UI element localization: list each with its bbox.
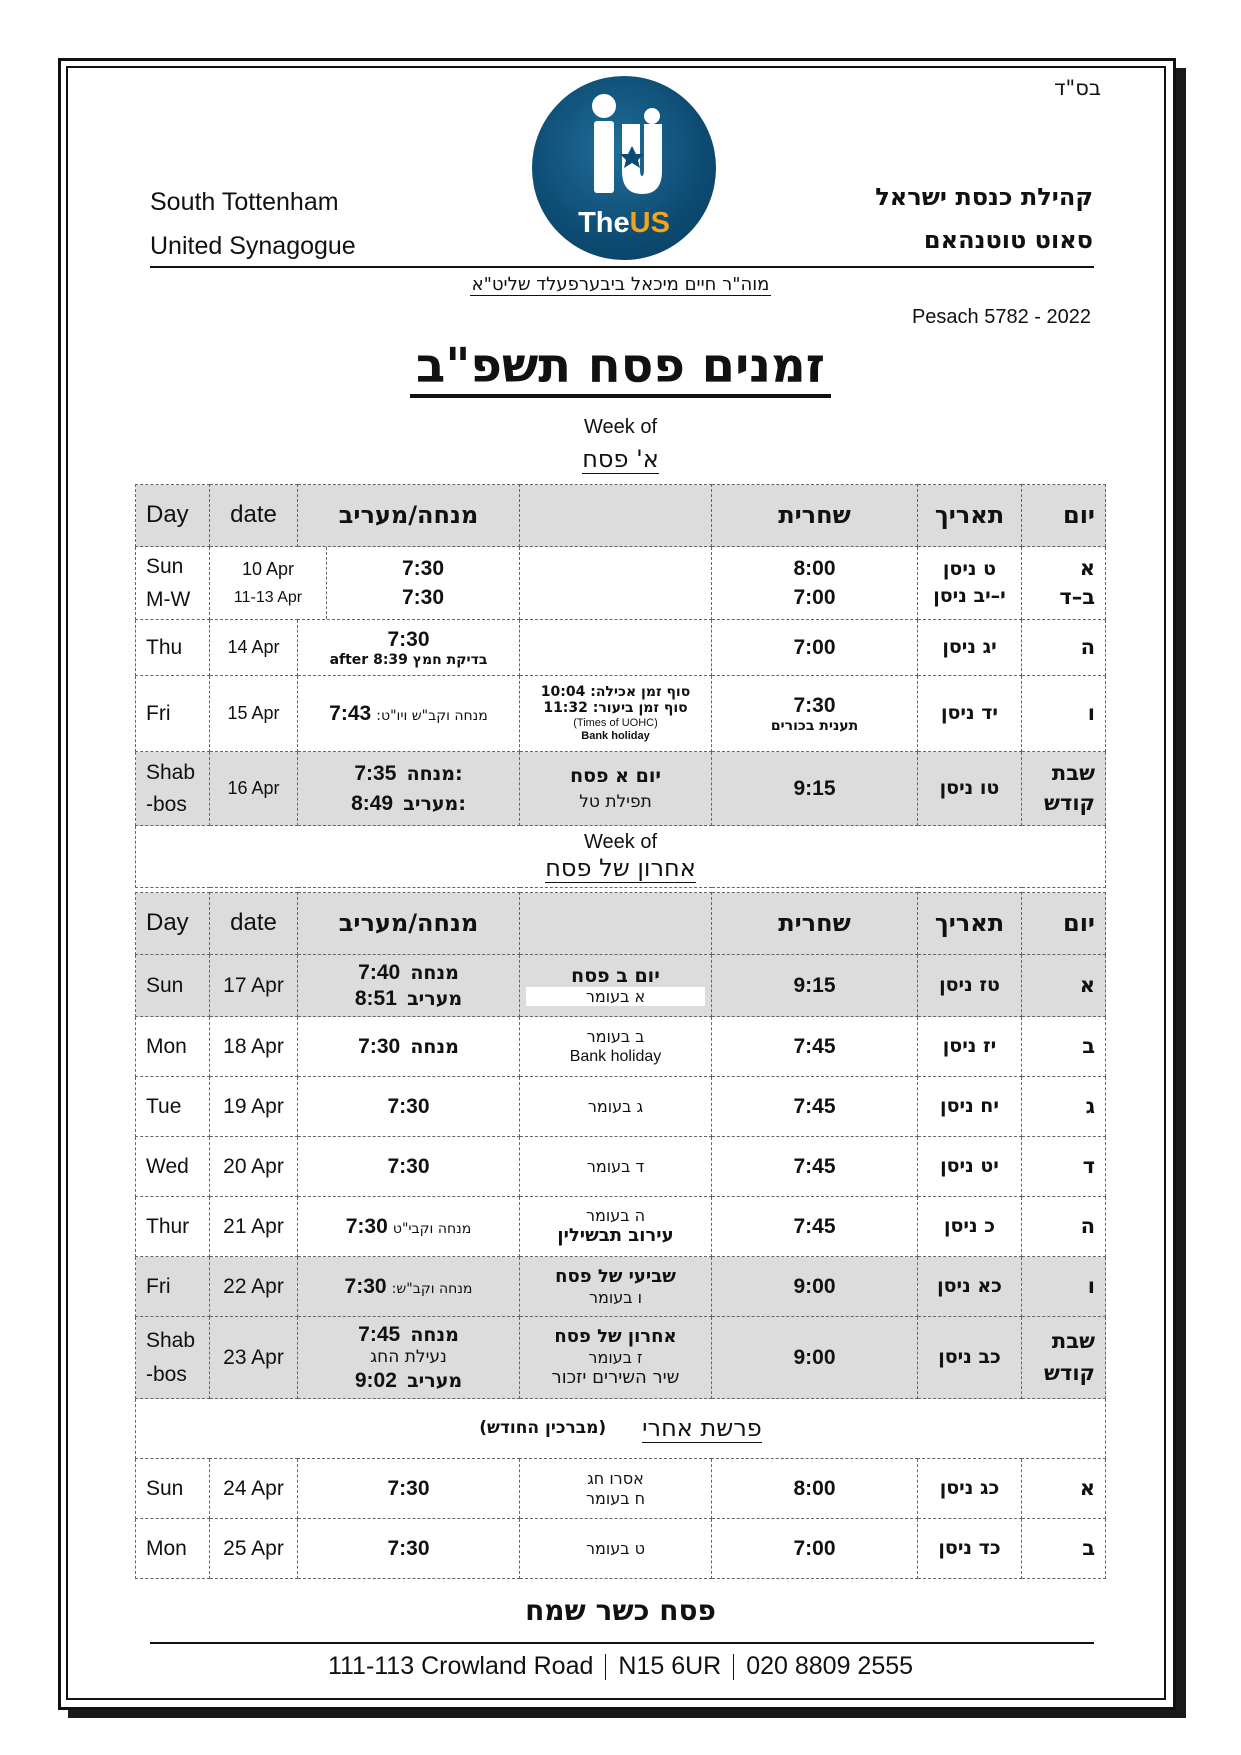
hebrew-date: כד ניסן (918, 1519, 1022, 1579)
shacharis-time: 8:00 (712, 1459, 918, 1519)
shacharis-time: 9:00 (712, 1257, 918, 1317)
col-yom: יום (1022, 485, 1106, 547)
address-phone: 020 8809 2555 (746, 1652, 914, 1680)
note-line: ב בעומר (586, 1027, 645, 1047)
date: 11-13 Apr (233, 589, 303, 607)
week3-banner-row (136, 1399, 1106, 1459)
day: Mon (136, 1519, 210, 1579)
table-row (136, 1077, 1106, 1137)
eng-name-line2: United Synagogue (150, 232, 356, 260)
yom: שבת (1051, 761, 1095, 786)
date: 19 Apr (210, 1077, 298, 1137)
yom: ה (1022, 620, 1106, 676)
date: 17 Apr (210, 955, 298, 1017)
hebrew-date: טז ניסן (918, 955, 1022, 1017)
address-line (0, 1652, 1241, 1681)
maariv-label: מעריב (407, 1369, 463, 1392)
address-separator (605, 1654, 606, 1680)
mincha-time: 7:30 (298, 1519, 520, 1579)
pesach-year: Pesach 5782 - 2022 (911, 306, 1091, 328)
shacharis-time: 8:00 (793, 556, 836, 580)
note-line: (Times of UOHC) (573, 717, 658, 730)
table-row (136, 676, 1106, 752)
hebrew-date: יד ניסן (918, 676, 1022, 752)
note-line: ג בעומר (520, 1077, 712, 1137)
note-line: תפילת טל (579, 791, 652, 812)
day: Sun (136, 1459, 210, 1519)
day: Fri (136, 676, 210, 752)
hebrew-date: יח ניסן (918, 1077, 1022, 1137)
date: 20 Apr (210, 1137, 298, 1197)
mincha-time: 7:40 (358, 961, 401, 985)
day: Mon (136, 1017, 210, 1077)
day: Shab (146, 761, 196, 785)
day: Wed (136, 1137, 210, 1197)
yom: ד (1022, 1137, 1106, 1197)
note-line: יום א פסח (570, 764, 661, 787)
note-line: אחרון של פסח (554, 1326, 677, 1348)
yom: שבת (1051, 1329, 1095, 1354)
maariv-time: 8:51 (354, 986, 397, 1010)
day: -bos (146, 792, 187, 816)
note-line: ט בעומר (520, 1519, 712, 1579)
maariv-time: 8:49 (351, 791, 394, 815)
mincha-time: 7:30 (344, 1274, 387, 1298)
day: Thu (136, 620, 210, 676)
mincha-time: 7:43 (329, 701, 372, 725)
week2-label: Week of (584, 831, 657, 854)
col-shacharis: שחרית (712, 485, 918, 547)
maariv-label: מעריב: (403, 792, 466, 815)
shacharis-time: 7:45 (712, 1197, 918, 1257)
date: 23 Apr (210, 1317, 298, 1399)
mincha-label: מנחה (410, 962, 459, 985)
table-row (136, 752, 1106, 826)
note-line: סוף זמן ביעור: 11:32 (543, 700, 688, 717)
table-row (136, 1017, 1106, 1077)
table-row (136, 1197, 1106, 1257)
date: 21 Apr (210, 1197, 298, 1257)
mincha-note: מנחה וקב"ש: (391, 1280, 473, 1297)
table-header-row (136, 485, 1106, 547)
note-line: Bank holiday (581, 730, 650, 743)
hebrew-date: יט ניסן (918, 1137, 1022, 1197)
day: M-W (146, 588, 191, 611)
col-taarich: תאריך (918, 893, 1022, 955)
mincha-time: 7:30 (298, 1077, 520, 1137)
mincha-label: מנחה (410, 1035, 459, 1058)
table-row (136, 1137, 1106, 1197)
yom: ג (1022, 1077, 1106, 1137)
shacharis-time: 9:15 (712, 955, 918, 1017)
date: 10 Apr (241, 558, 295, 579)
mincha-time: 7:30 (387, 627, 430, 651)
date: 16 Apr (210, 752, 298, 826)
mincha-label: מנחה (410, 1324, 459, 1347)
yom: א (1022, 955, 1106, 1017)
col-notes (520, 893, 712, 955)
yom: ו (1022, 676, 1106, 752)
hebrew-date: יג ניסן (918, 620, 1022, 676)
maariv-time: 9:02 (354, 1368, 397, 1392)
bsd-label: בס"ד (1054, 76, 1101, 100)
mincha-note: נעילת החג (370, 1347, 447, 1368)
mincha-time: 7:30 (401, 556, 445, 580)
rabbi-name: מוה"ר חיים מיכאל ביבערפעלד שליט"א (471, 274, 770, 295)
mincha-note: בדיקת חמץ after 8:39 (329, 651, 488, 668)
shacharis-time: 7:30 (793, 693, 836, 717)
table-row (136, 620, 1106, 676)
note-line: יום ב פסח (571, 964, 660, 987)
note-line: סוף זמן אכילה: 10:04 (540, 683, 691, 700)
page-title: זמנים פסח תשפ"ב (0, 338, 1241, 394)
address-street: 111-113 Crowland Road (327, 1652, 594, 1680)
week2-banner-row (136, 826, 1106, 888)
col-taarich: תאריך (918, 485, 1022, 547)
mincha-time: 7:30 (358, 1034, 401, 1058)
week1-name: א' פסח (582, 445, 659, 473)
shacharis-time: 7:45 (712, 1137, 918, 1197)
hebrew-date: כג ניסן (918, 1459, 1022, 1519)
hebrew-date: כא ניסן (918, 1257, 1022, 1317)
yom: קודש (1044, 790, 1095, 815)
col-shacharis: שחרית (712, 893, 918, 955)
week2-name: אחרון של פסח (545, 854, 696, 883)
note-line: א בעומר (526, 987, 705, 1006)
yom: ו (1022, 1257, 1106, 1317)
shacharis-time: 9:00 (712, 1317, 918, 1399)
day: Thur (136, 1197, 210, 1257)
note-line: אסרו חג (587, 1469, 644, 1489)
shacharis-time: 7:45 (712, 1077, 918, 1137)
parsha-name: פרשת אחרי (642, 1413, 762, 1442)
hebrew-date: טו ניסן (918, 752, 1022, 826)
date: 22 Apr (210, 1257, 298, 1317)
date: 18 Apr (210, 1017, 298, 1077)
shacharis-time: 7:00 (712, 1519, 918, 1579)
yom: ב (1022, 1519, 1106, 1579)
yom: א (1079, 555, 1095, 580)
note-line: ז בעומר (588, 1347, 643, 1367)
col-notes (520, 485, 712, 547)
mevarchim-label: (מברכין החודש) (479, 1418, 607, 1439)
date: 14 Apr (210, 620, 298, 676)
table-header-row (136, 893, 1106, 955)
day: Fri (136, 1257, 210, 1317)
note-line: ד בעומר (520, 1137, 712, 1197)
hebrew-date: כב ניסן (918, 1317, 1022, 1399)
mincha-time: 7:30 (401, 586, 445, 609)
mincha-note: מנחה וקבי"ט (392, 1220, 472, 1237)
note-line: ח בעומר (585, 1488, 646, 1508)
week1-label: Week of (584, 416, 657, 438)
table-row (136, 1317, 1106, 1399)
note-line: ו בעומר (589, 1287, 642, 1307)
mincha-note: מנחה וקב"ש ויו"ט: (376, 707, 488, 724)
schedule-table-week2 (135, 892, 1106, 1579)
theus-logo (532, 76, 716, 260)
col-day: Day (136, 485, 210, 547)
hebrew-date: יז ניסן (918, 1017, 1022, 1077)
shacharis-time: 7:45 (712, 1017, 918, 1077)
note-line: שיר השירים יזכור (551, 1367, 680, 1389)
yom: א (1022, 1459, 1106, 1519)
col-day: Day (136, 893, 210, 955)
heb-name-line2: סאוט טוטנהאם (923, 226, 1093, 254)
footer-rule (150, 1642, 1094, 1644)
day: -bos (146, 1362, 187, 1386)
note-line: שביעי של פסח (555, 1266, 676, 1288)
shacharis-note: תענית בכורים (770, 717, 859, 734)
yom: ב–ד (1059, 585, 1095, 609)
footer-greeting: פסח כשר שמח (525, 1594, 716, 1627)
day: Shab (146, 1329, 196, 1353)
mincha-time: 7:30 (298, 1459, 520, 1519)
yom: ה (1022, 1197, 1106, 1257)
col-mincha: מנחה/מעריב (298, 485, 520, 547)
shacharis-time: 7:00 (712, 620, 918, 676)
date: 15 Apr (210, 676, 298, 752)
eng-name-line1: South Tottenham (150, 188, 339, 216)
hebrew-date: י–יב ניסן (933, 585, 1006, 607)
heb-name-line1: קהילת כנסת ישראל (875, 183, 1093, 211)
col-date: date (210, 485, 298, 547)
mincha-time: 7:30 (345, 1214, 388, 1238)
table-row (136, 1459, 1106, 1519)
table-row (136, 955, 1106, 1017)
header-rule (150, 266, 1094, 268)
hebrew-date: כ ניסן (918, 1197, 1022, 1257)
mincha-label: מנחה: (406, 763, 463, 786)
mincha-time: 7:45 (358, 1323, 401, 1347)
hebrew-date: ט ניסן (942, 558, 997, 581)
schedule-table-week1 (135, 484, 1106, 888)
logo-text: TheUS (578, 207, 670, 239)
note-line: ה בעומר (585, 1206, 646, 1226)
yom: ב (1022, 1017, 1106, 1077)
table-row (136, 547, 1106, 620)
col-date: date (210, 893, 298, 955)
col-yom: יום (1022, 893, 1106, 955)
col-mincha: מנחה/מעריב (298, 893, 520, 955)
address-postcode: N15 6UR (618, 1652, 722, 1680)
mincha-time: 7:30 (298, 1137, 520, 1197)
shacharis-time: 9:15 (712, 752, 918, 826)
mincha-time: 7:35 (354, 762, 397, 786)
yom: קודש (1044, 1360, 1095, 1385)
shacharis-time: 7:00 (793, 586, 836, 609)
day: Sun (146, 554, 184, 578)
note-line: Bank holiday (569, 1047, 662, 1065)
note-line: עירוב תבשילין (557, 1225, 674, 1247)
date: 25 Apr (210, 1519, 298, 1579)
day: Sun (136, 955, 210, 1017)
maariv-label: מעריב (407, 987, 463, 1010)
address-separator (733, 1654, 734, 1680)
day: Tue (136, 1077, 210, 1137)
table-row (136, 1257, 1106, 1317)
table-row (136, 1519, 1106, 1579)
date: 24 Apr (210, 1459, 298, 1519)
